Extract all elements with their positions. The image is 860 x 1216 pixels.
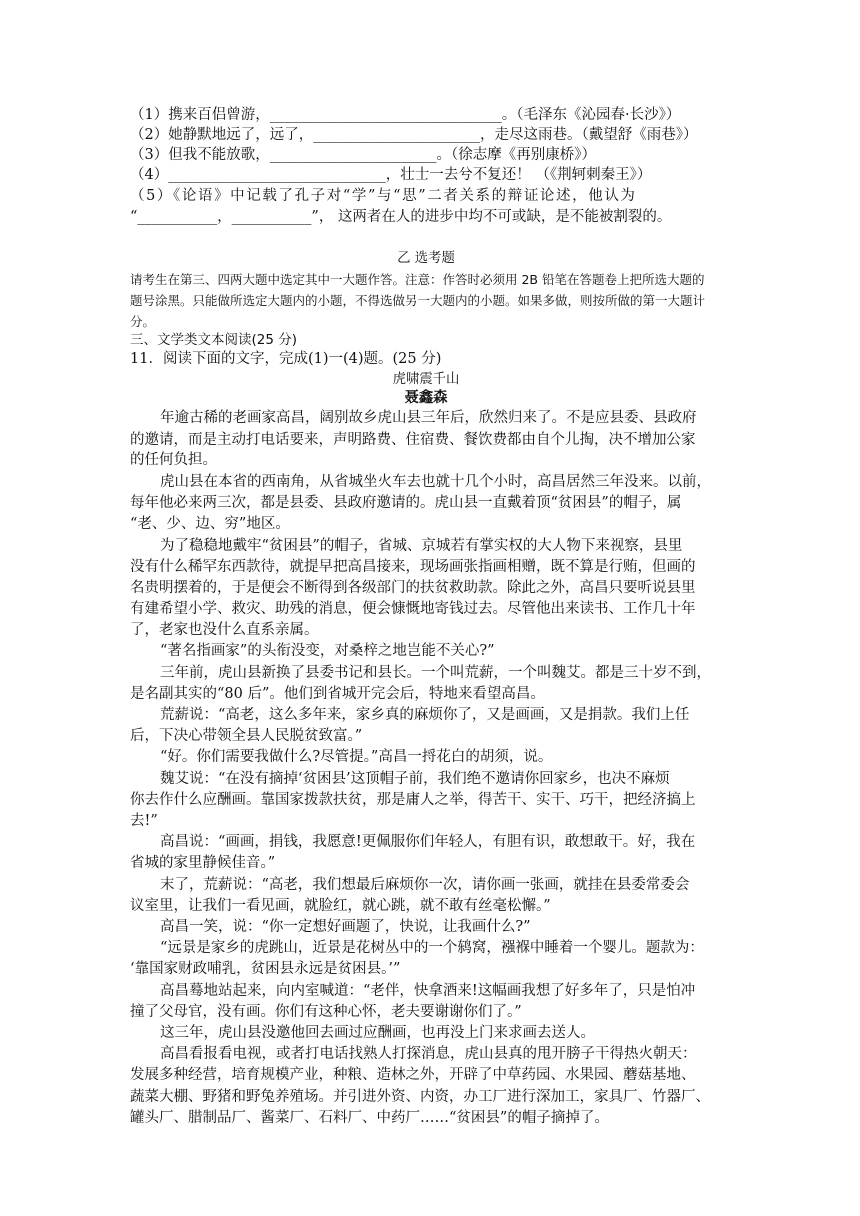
story-author: 聂鑫森: [404, 389, 448, 406]
story-line: 名贵明摆着的，于是便会不断得到各级部门的扶贫救助款。除此之外，高昌只要听说县里: [130, 580, 696, 596]
story-line: 荒薪说：“高老，这么多年来，家乡真的麻烦你了，又是画画，又是捐款。我们上任: [160, 707, 690, 723]
section-title: 乙 选考题: [397, 250, 455, 266]
question-prompt: 11．阅读下面的文字，完成(1)一(4)题。(25 分): [130, 351, 442, 367]
story-line: ‘靠国家财政哺乳，贫困县永远是贫困县。’”: [130, 961, 401, 977]
story-line: 没有什么稀罕东西款待，就提早把高昌接来，现场画张指画相赠，既不算是行贿，但画的: [130, 559, 696, 575]
fill-in-item-2: （2）她静默地远了，远了，_______________________，走尽这雨巷。（戴望舒《雨巷》）: [130, 127, 698, 143]
story-line: 省城的家里静候佳音。”: [130, 855, 276, 871]
story-line: 末了，荒薪说：“高老，我们想最后麻烦你一次，请你画一张画，就挂在县委常委会: [160, 877, 690, 893]
fill-in-item-3: （3）但我不能放歌，_______________________。（徐志摩《再别康桥》）: [130, 147, 596, 163]
story-line: 这三年，虎山县没邀他回去画过应酬画，也再没上门来求画去送人。: [160, 1025, 595, 1041]
story-line: 后，下决心带领全县人民脱贫致富。”: [130, 728, 363, 744]
story-line: 议室里，让我们一看见画，就脸红，就心跳，就不敢有丝毫松懈。”: [130, 898, 551, 914]
story-line: 的任何负担。: [130, 452, 217, 468]
story-line: 年逾古稀的老画家高昌，阔别故乡虎山县三年后，欣然归来了。不是应县委、县政府: [160, 410, 697, 426]
story-line: 罐头厂、腊制品厂、酱菜厂、石料厂、中药厂……“贫困县”的帽子摘掉了。: [130, 1110, 609, 1126]
story-line: 高昌说：“画画，捐钱，我愿意!更佩服你们年轻人，有胆有识，敢想敢干。好，我在: [160, 834, 696, 850]
story-line: 魏艾说：“在没有摘掉‘贫困县’这顶帽子前，我们绝不邀请你回家乡，也决不麻烦: [160, 771, 670, 787]
story-title: 虎啸震千山: [392, 371, 460, 387]
story-line: “好。你们需要我做什么?尽管提。”高昌一捋花白的胡须，说。: [160, 749, 553, 765]
story-line: 为了稳稳地戴牢“贫困县”的帽子，省城、京城若有掌实权的大人物下来视察，县里: [160, 538, 683, 554]
story-line: 是名副其实的“80 后”。他们到省城开完会后，特地来看望高昌。: [130, 686, 545, 702]
story-line: 每年他必来两三次，都是县委、县政府邀请的。虎山县一直戴着顶“贫困县”的帽子，属: [130, 495, 682, 511]
story-line: “著名指画家”的头衔没变，对桑梓之地岂能不关心?”: [160, 643, 495, 659]
fill-in-item-5-cont: “___________，___________”， 这两者在人的进步中均不可或缺，是不能被割裂的。: [130, 209, 672, 225]
story-line: 有建希望小学、救灾、助残的消息，便会慷慨地寄钱过去。尽管他出来读书、工作几十年: [130, 601, 696, 617]
story-line: 你去作什么应酬画。靠国家拨款扶贫，那是庸人之举，得苦干、实干、巧干，把经济搞上: [130, 792, 696, 808]
story-line: 了，老家也没什么直系亲属。: [130, 622, 319, 638]
story-line: 虎山县在本省的西南角，从省城坐火车去也就十几个小时，高昌居然三年没来。以前，: [160, 474, 711, 490]
story-line: 高昌一笑，说：“你一定想好画题了，快说，让我画什么?”: [160, 919, 531, 935]
instructions-line-3: 分。: [130, 314, 156, 329]
story-line: 高昌蓦地站起来，向内室喊道：“老伴，快拿酒来!这幅画我想了好多年了，只是怕冲: [160, 983, 696, 999]
story-line: 发展多种经营，培育规模产业，种粮、造林之外，开辟了中草药园、水果园、蘑菇基地、: [130, 1067, 696, 1083]
instructions-line-2: 题号涂黑。只能做所选定大题内的小题，不得选做另一大题内的小题。如果多做，则按所做的第一大题计: [130, 293, 706, 308]
story-line: 撞了父母官，没有画。你们有这种心怀，老夫要谢谢你们了。”: [130, 1004, 522, 1020]
story-line: “老、少、边、穷”地区。: [130, 516, 290, 532]
instructions-line-1: 请考生在第三、四两大题中选定其中一大题作答。注意：作答时必须用 2B 铅笔在答题卷上把所选大题的: [130, 272, 705, 287]
story-line: 的邀请，而是主动打电话要来，声明路费、住宿费、餐饮费都由自个儿掏，决不增加公家: [130, 432, 696, 448]
story-line: “远景是家乡的虎跳山，近景是花树丛中的一个鸫窝，襁褓中睡着一个婴儿。题款为：: [160, 940, 704, 956]
story-line: 去!”: [130, 813, 158, 829]
fill-in-item-5: （5）《论语》中记载了孔子对“学”与“思”二者关系的辩证论述，他认为: [130, 188, 637, 204]
story-line: 蔬菜大棚、野猪和野兔养殖场。并引进外资、内资，办工厂进行深加工，家具厂、竹器厂、: [130, 1089, 710, 1105]
story-line: 三年前，虎山县新换了县委书记和县长。一个叫荒薪，一个叫魏艾。都是三十岁不到，: [160, 665, 711, 681]
part-heading: 三、文学类文本阅读(25 分): [130, 332, 298, 348]
story-line: 高昌看报看电视，或者打电话找熟人打探消息，虎山县真的甩开膀子干得热火朝天：: [160, 1046, 697, 1062]
fill-in-item-4: （4）______________________________，壮士一去兮不复还！ （《荆轲刺秦王》）: [130, 167, 652, 183]
fill-in-item-1: （1）携来百侣曾游，________________________________。（毛泽东《沁园春·长沙》）: [130, 107, 681, 123]
